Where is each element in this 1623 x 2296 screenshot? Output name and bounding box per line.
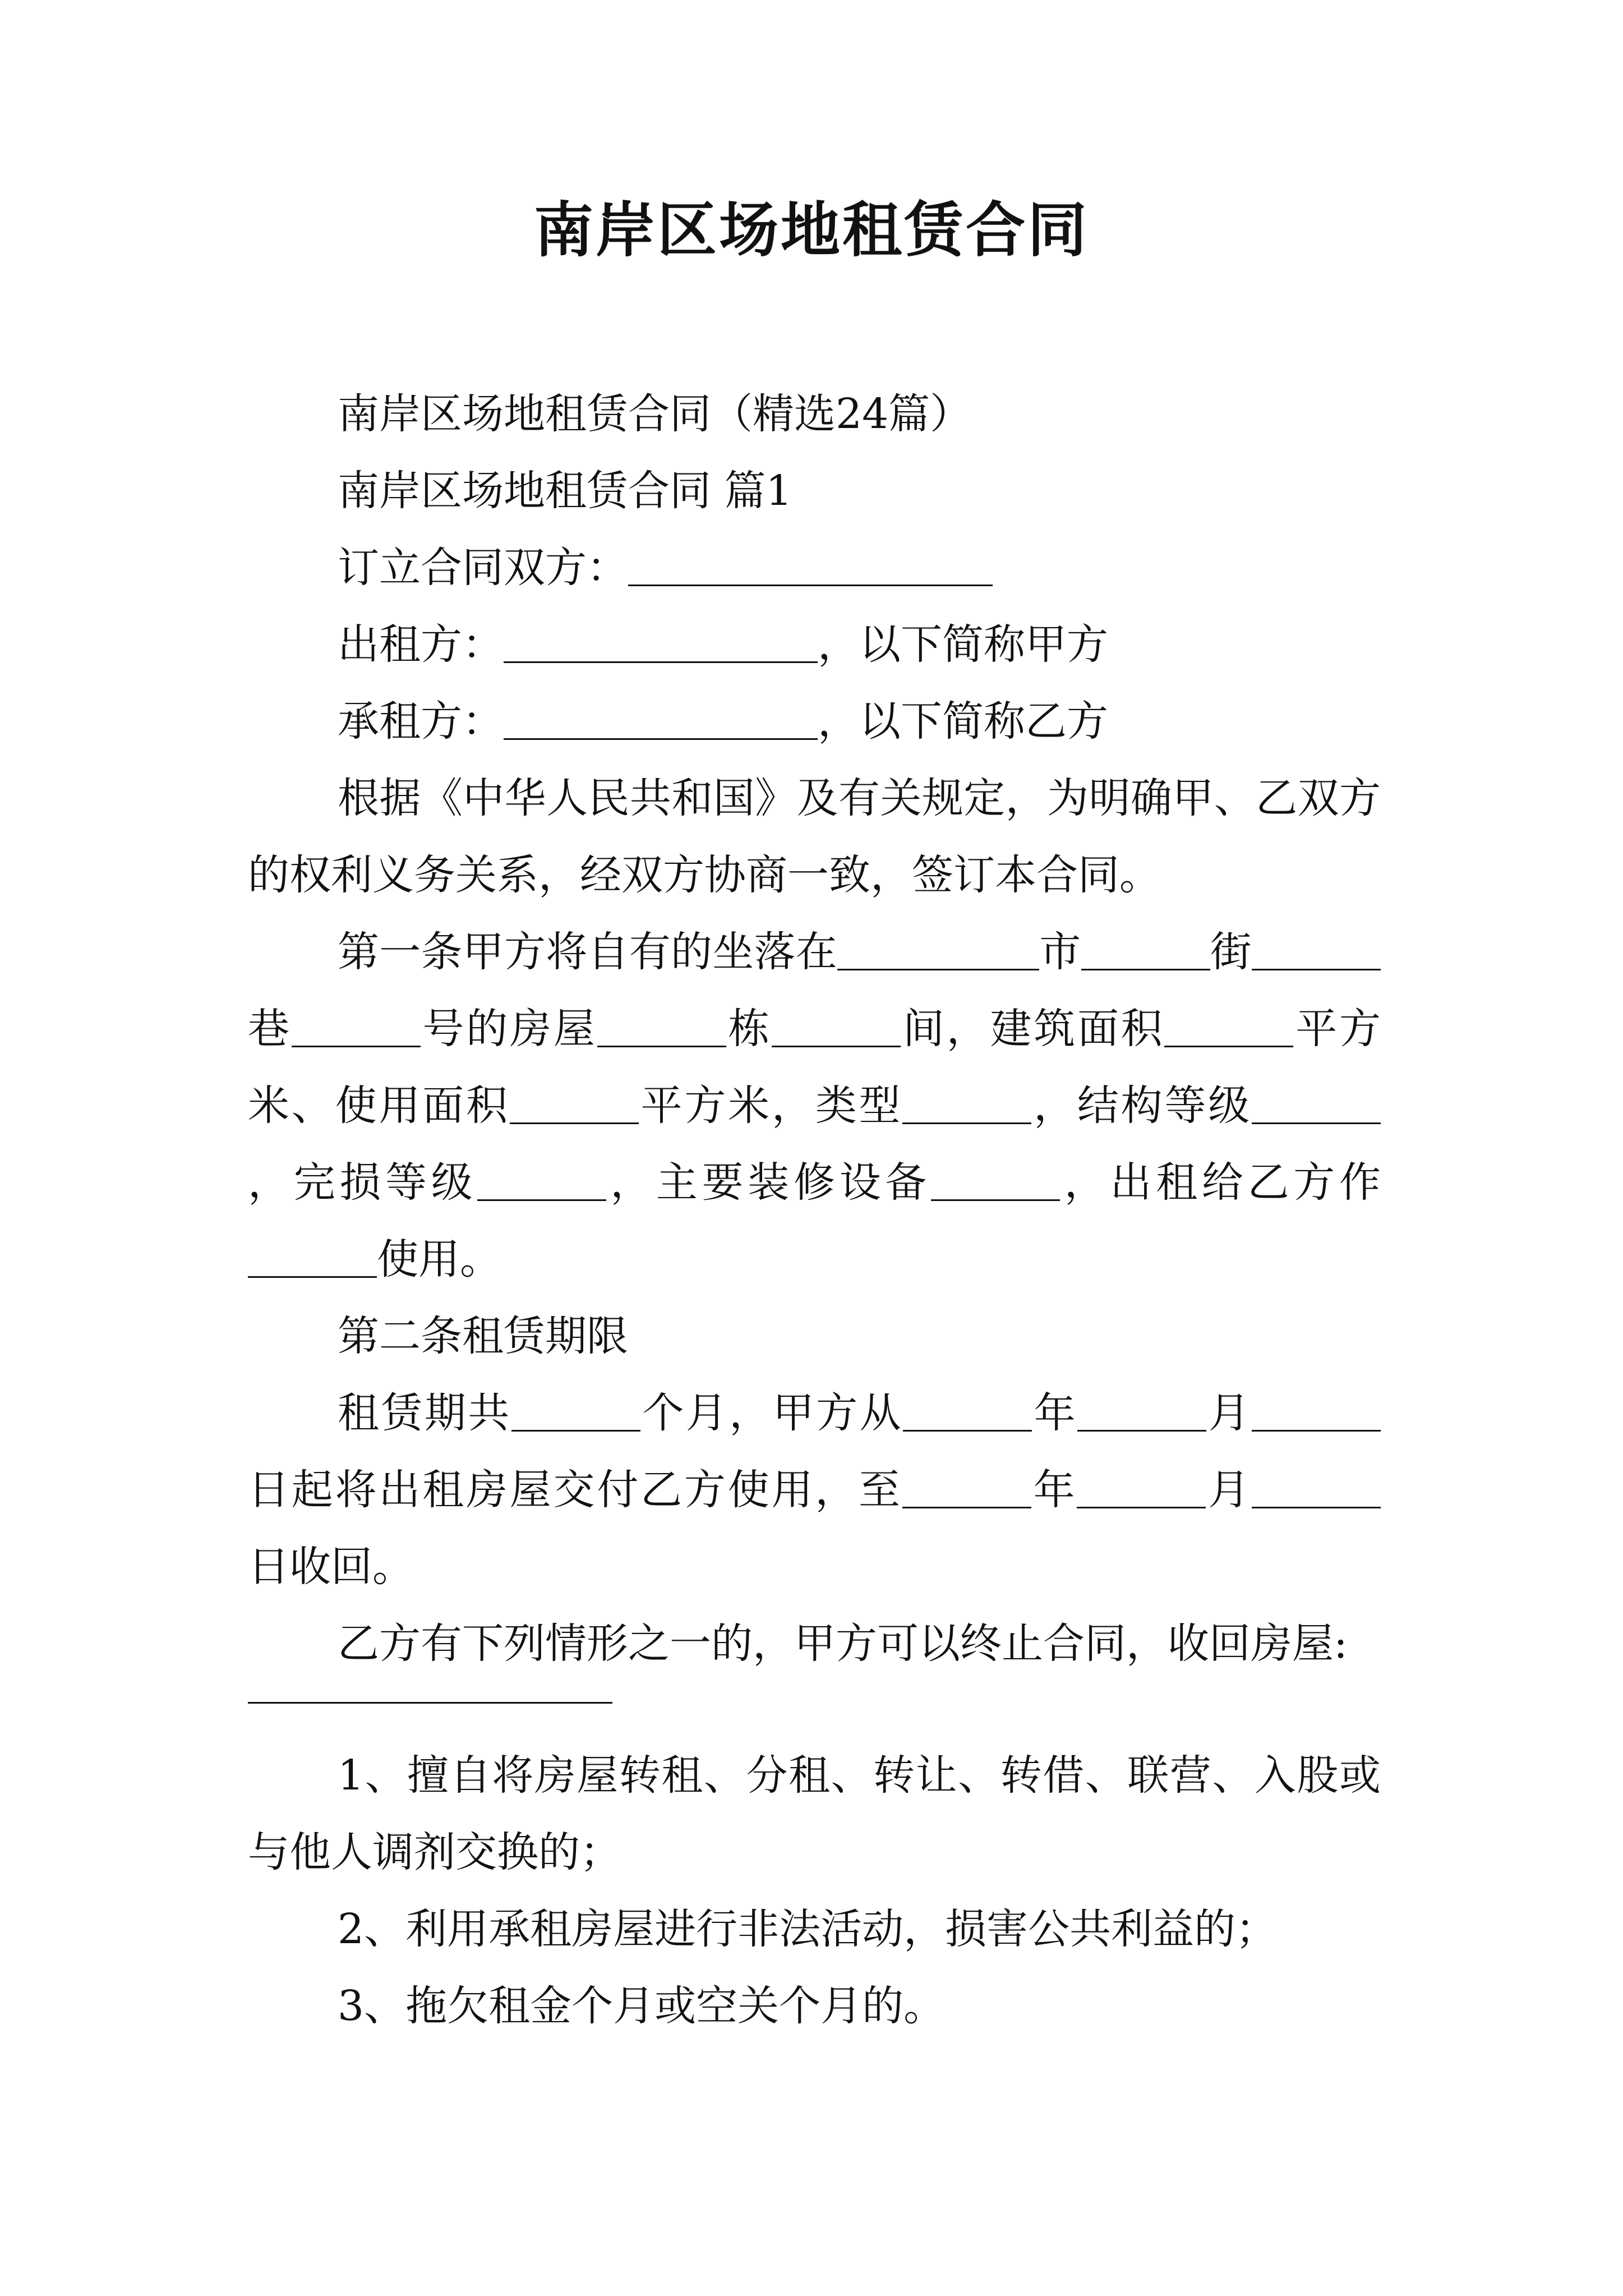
blank-field[interactable] — [1252, 1462, 1381, 1508]
list-item-3: 3、拖欠租金个月或空关个月的。 — [338, 1982, 946, 2030]
blank-field[interactable] — [504, 693, 818, 740]
article-1-paragraph: 第一条甲方将自有的坐落在 市 街巷 号的房屋 栋 间，建筑面积 平方米、使用面积 平方米，类型 ，结构等级，完损等级 ，主要装修设备 ，出租给乙方作使用。 — [248, 914, 1381, 1298]
article-2-paragraph: 租赁期共 个月，甲方从 年 月日起将出租房屋交付乙方使用，至 年 月日收回。 — [248, 1375, 1381, 1605]
blank-field[interactable] — [511, 1385, 640, 1432]
list-item-2: 2、利用承租房屋进行非法活动，损害公共利益的； — [338, 1905, 1278, 1953]
blank-field[interactable] — [477, 1154, 606, 1201]
parties-line: 订立合同双方： — [248, 530, 1381, 606]
list-item-1: 1、擅自将房屋转租、分租、转让、转借、联营、入股或与他人调剂交换的； — [248, 1751, 1381, 1876]
blank-field[interactable] — [903, 1385, 1032, 1432]
blank-field[interactable] — [292, 1001, 421, 1047]
blank-field[interactable] — [902, 1078, 1031, 1124]
blank-field[interactable] — [1077, 1385, 1206, 1432]
part-heading: 南岸区场地租赁合同 篇1 — [338, 467, 792, 515]
blank-field[interactable] — [1081, 924, 1210, 970]
article-2-heading: 第二条租赁期限 — [338, 1312, 628, 1360]
blank-field[interactable] — [628, 540, 993, 586]
blank-field[interactable] — [1252, 1385, 1381, 1432]
blank-field[interactable] — [1077, 1462, 1206, 1508]
blank-field[interactable] — [510, 1078, 639, 1124]
blank-field[interactable] — [1252, 924, 1381, 970]
blank-field[interactable] — [1164, 1001, 1293, 1047]
blank-field[interactable] — [837, 924, 1039, 970]
blank-field[interactable] — [772, 1001, 901, 1047]
lessor-line: 出租方： ，以下简称甲方 — [248, 606, 1381, 683]
intro-paragraph: 根据《中华人民共和国》及有关规定，为明确甲、乙双方的权利义务关系，经双方协商一致，签订本合同。 — [248, 774, 1381, 899]
document-title: 南岸区场地租赁合同 — [534, 195, 1089, 265]
lessee-line: 承租方： ，以下简称乙方 — [248, 683, 1381, 760]
document-body — [248, 376, 1381, 2045]
subtitle: 南岸区场地租赁合同（精选24篇） — [338, 390, 972, 438]
blank-field[interactable] — [597, 1001, 726, 1047]
termination-paragraph: 乙方有下列情形之一的，甲方可以终止合同，收回房屋: — [338, 1619, 1348, 1668]
blank-field[interactable] — [1252, 1078, 1381, 1124]
blank-field[interactable] — [248, 1231, 377, 1278]
blank-field[interactable] — [931, 1154, 1060, 1201]
blank-field[interactable] — [504, 616, 818, 663]
blank-field[interactable] — [902, 1462, 1031, 1508]
divider-line — [248, 1702, 612, 1704]
